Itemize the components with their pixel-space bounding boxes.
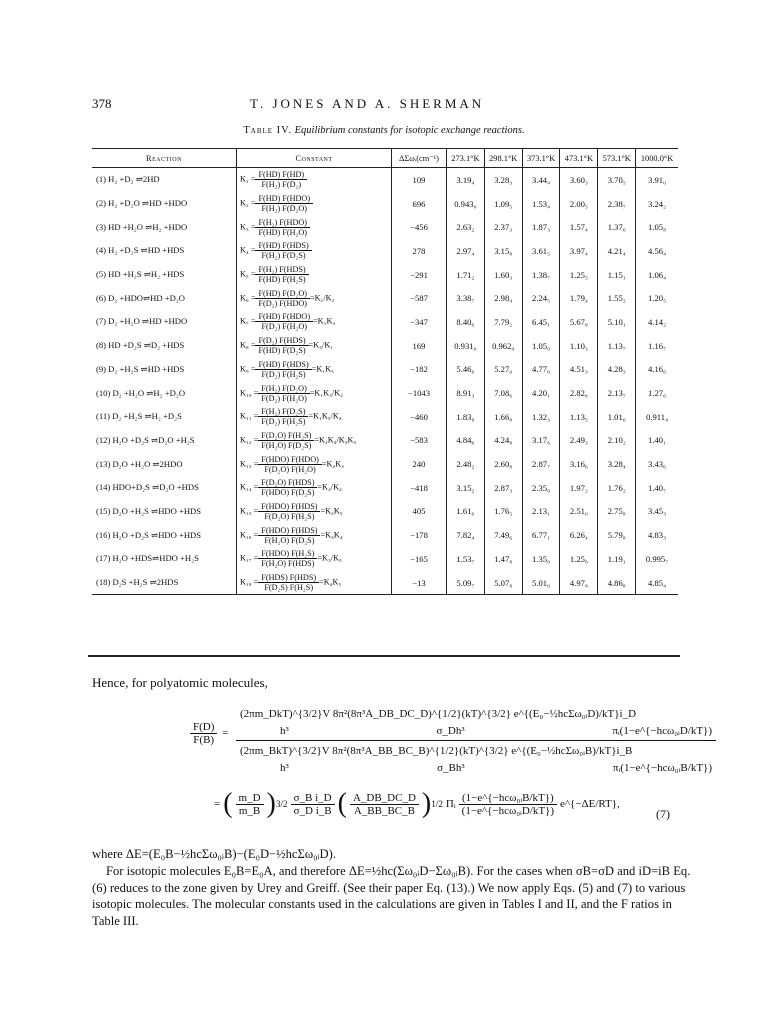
eq-main-rule (236, 740, 716, 741)
value-cell: 2.87₇ (522, 452, 560, 476)
value-cell: 1.40₁ (636, 429, 678, 453)
eq7-tail: e^{−ΔE/RT}, (560, 798, 620, 810)
constant-num: F(HD) F(HDO) (255, 312, 313, 322)
delta-cell: 240 (392, 452, 447, 476)
constant-den: F(H₂O) F(D₂S) (261, 440, 312, 450)
table-row (92, 381, 678, 405)
eq7-s: σ_B i_D (291, 792, 335, 805)
constant-relation: =K₄/K₁ (308, 340, 334, 350)
delta-cell: −178 (392, 523, 447, 547)
value-cell: 3.60₃ (560, 168, 598, 192)
value-cell: 2.00₅ (560, 192, 598, 216)
constant-num: F(HD) F(HD) (255, 170, 307, 180)
value-cell: 2.51₀ (560, 500, 598, 524)
constant-cell (237, 286, 392, 310)
para-isotopic: For isotopic molecules E₀B=E₀A, and therefore ΔE=½hc(Σω₀ᵢD−Σω₀ᵢB). For the cases when σB=σD and iD=iB Eq. (6) reduces to the zone given by Urey and Greiff. (See their paper Eq. (13).) We now apply Eqs. (5) and (7) to various isotopic molecules. The molecular constants used in the calculations are given in Tables I and II, and the F ratios in Table III. (92, 864, 691, 928)
value-cell: 1.06₄ (636, 263, 678, 287)
constant-symbol: K₁₃ = (240, 458, 259, 468)
value-cell: 1.19₁ (598, 547, 636, 571)
eq7-m: m_D (236, 792, 264, 805)
value-cell: 1.97₂ (560, 476, 598, 500)
value-cell: 4.51₃ (560, 358, 598, 382)
constant-den: F(H₂) F(D₂O) (261, 204, 307, 214)
value-cell: 0.995₇ (636, 547, 678, 571)
value-cell: 3.91₀ (636, 168, 678, 192)
constant-cell (237, 381, 392, 405)
eq-b-row2 (236, 759, 716, 776)
value-cell: 1.37₆ (598, 215, 636, 239)
value-cell: 4.56₄ (636, 239, 678, 263)
constant-num: F(H₂) F(D₂O) (258, 384, 310, 394)
reaction-cell: (6) D₂ +HDO⇌HD +D₂O (96, 292, 186, 303)
eq-b-row1 (236, 742, 716, 759)
constant-num: F(HDS) F(HDS) (258, 573, 319, 583)
eq-d1: (2πm_DkT)^{3/2}V 8π²(8π³A_DB_DC_D)^{1/2}(kT)^{3/2} e^{(E₀−½hcΣω₀ᵢD)/kT}i_D (240, 707, 637, 720)
constant-cell (237, 215, 392, 239)
constant-num: F(H₂) F(HDO) (255, 218, 310, 228)
value-cell: 1.05₀ (522, 334, 560, 358)
value-cell: 4.85₄ (636, 571, 678, 595)
value-cell: 4.84₆ (447, 429, 485, 453)
table-caption (0, 125, 768, 136)
constant-num: F(HDO) F(HDO) (258, 455, 322, 465)
constant-den: F(HDO) F(D₂S) (261, 488, 315, 498)
value-cell: 7.49₆ (484, 523, 522, 547)
constant-den: F(H₂) F(D₂) (261, 180, 302, 190)
eq-b1: (2πm_BkT)^{3/2}V 8π²(8π³A_BB_BC_B)^{1/2}(kT)^{3/2} e^{(E₀−½hcΣω₀ᵢB)/kT}i_B (240, 744, 633, 757)
header-t2: 298.1°K (484, 149, 522, 168)
delta-cell: 405 (392, 500, 447, 524)
eq-b2b: σ_Bh³ (437, 761, 465, 774)
delta-cell: −182 (392, 358, 447, 382)
value-cell: 1.53₄ (522, 192, 560, 216)
value-cell: 3.45₃ (636, 500, 678, 524)
value-cell: 3.70₅ (598, 168, 636, 192)
table-row (92, 476, 678, 500)
value-cell: 4.14₂ (636, 310, 678, 334)
constant-cell (237, 310, 392, 334)
constant-symbol: K₁₅ = (240, 506, 259, 516)
constant-num: F(HD) F(D₂O) (255, 289, 310, 299)
constant-den: F(H₂) F(D₂S) (261, 251, 306, 261)
value-cell: 1.32₃ (522, 405, 560, 429)
table-row (92, 215, 678, 239)
constant-relation: =K₁K₅/K₄ (308, 411, 342, 421)
constant-symbol: K₁₈ = (240, 577, 259, 587)
value-cell: 5.07₈ (484, 571, 522, 595)
delta-cell: −13 (392, 571, 447, 595)
value-cell: 1.25₈ (560, 547, 598, 571)
value-cell: 2.97₄ (447, 239, 485, 263)
constant-relation: =K₂K₃ (321, 458, 344, 468)
eq-d-row1 (236, 705, 716, 722)
value-cell: 3.24₂ (636, 192, 678, 216)
value-cell: 0.931₀ (447, 334, 485, 358)
reaction-cell: (17) H₂O +HDS⇌HDO +H₂S (96, 553, 199, 564)
value-cell: 2.10₂ (598, 429, 636, 453)
value-cell: 4.86₈ (598, 571, 636, 595)
constant-den: F(D₂) F(H₂O) (261, 393, 307, 403)
value-cell: 7.82₄ (447, 523, 485, 547)
value-cell: 1.05₈ (636, 215, 678, 239)
value-cell: 2.63₂ (447, 215, 485, 239)
value-cell: 0.911₄ (636, 405, 678, 429)
value-cell: 4.28₃ (598, 358, 636, 382)
value-cell: 4.21₄ (598, 239, 636, 263)
value-cell: 5.27₀ (484, 358, 522, 382)
table-row (92, 452, 678, 476)
value-cell: 3.43₆ (636, 452, 678, 476)
constant-num: F(D₂O) F(HDS) (258, 478, 317, 488)
eq-rhs (236, 705, 716, 776)
caption-label: Table IV. (243, 125, 293, 136)
equation-7: = ( m_D m_B ) 3/2 σ_B i_D σ_D i_B ( A_DB_DC_D A_BB_BC_B ) 1/2 Πᵢ (1−e^{−hcω₀ᵢB/kT}) (1−e^{−hcω₀ᵢD/kT}) e^{−ΔE/RT}, (214, 788, 620, 819)
para-hence: Hence, for polyatomic molecules, (92, 675, 268, 690)
constant-symbol: K₂ = (240, 198, 256, 208)
eq7-sb: σ_D i_B (293, 804, 332, 817)
constant-symbol: K₁₂ = (240, 435, 259, 445)
delta-cell: −583 (392, 429, 447, 453)
value-cell: 2.38₇ (598, 192, 636, 216)
table-row (92, 405, 678, 429)
reaction-cell: (13) D₂O +H₂O ⇌2HDO (96, 458, 183, 469)
header-t3: 373.1°K (522, 149, 560, 168)
eq7-e1: (1−e^{−hcω₀ᵢB/kT}) (459, 792, 557, 805)
value-cell: 1.53₇ (447, 547, 485, 571)
table-row (92, 263, 678, 287)
table-row (92, 571, 678, 595)
constant-cell (237, 263, 392, 287)
value-cell: 3.38₇ (447, 286, 485, 310)
reaction-cell: (7) D₂ +H₂O ⇌HD +HDO (96, 316, 188, 327)
table-row (92, 547, 678, 571)
eq-lhs-den: F(B) (193, 734, 215, 746)
value-cell: 4.20₁ (522, 381, 560, 405)
value-cell: 1.60₃ (484, 263, 522, 287)
value-cell: 7.08₆ (484, 381, 522, 405)
constant-relation: =K₁/K₂ (310, 293, 335, 303)
eq-lhs: $\frac{F(D)}{F(B)}$ = (190, 721, 228, 746)
delta-cell: 169 (392, 334, 447, 358)
value-cell: 2.35₆ (522, 476, 560, 500)
constant-num: F(H₂) F(HDS) (255, 265, 308, 275)
value-cell: 3.97₄ (560, 239, 598, 263)
eq7-pi: Πᵢ (445, 798, 456, 810)
value-cell: 5.46₆ (447, 358, 485, 382)
value-cell: 2.48₂ (447, 452, 485, 476)
constant-symbol: K₅ = (240, 269, 256, 279)
table-row (92, 500, 678, 524)
value-cell: 1.15₁ (598, 263, 636, 287)
value-cell: 2.87₃ (484, 476, 522, 500)
constant-relation: =K₁K₅ (311, 364, 334, 374)
constant-symbol: K₁₆ = (240, 530, 259, 540)
constant-relation: =K₄K₅ (319, 577, 342, 587)
reaction-cell: (1) H₂ +D₂ ⇌2HD (96, 174, 160, 185)
eq7-exp2: 1/2 (431, 799, 443, 809)
value-cell: 1.76₂ (598, 476, 636, 500)
reaction-cell: (10) D₂ +H₂O ⇌H₂ +D₂O (96, 387, 186, 398)
constant-cell (237, 571, 392, 595)
value-cell: 4.83₃ (636, 523, 678, 547)
constant-cell (237, 405, 392, 429)
constant-cell (237, 334, 392, 358)
constant-relation: =K₁K₃ (313, 316, 336, 326)
value-cell: 5.67₈ (560, 310, 598, 334)
table-row (92, 192, 678, 216)
value-cell: 1.47₈ (484, 547, 522, 571)
eq-d-row2 (236, 722, 716, 739)
equilibrium-table (92, 148, 678, 595)
constant-num: F(D₂) F(HDS) (255, 336, 308, 346)
value-cell: 1.76₅ (484, 500, 522, 524)
eq7-mb: m_B (238, 804, 261, 817)
constant-relation: =K₂K₄/K₃K₅ (314, 435, 357, 445)
eq-b2c: πᵢ(1−e^{−hcω₀ᵢB/kT}) (612, 761, 712, 774)
header-reaction: Reaction (92, 149, 237, 168)
reaction-cell: (14) HDO+D₂S ⇌D₂O +HDS (96, 482, 199, 493)
constant-den: F(D₂) F(H₂S) (261, 369, 306, 379)
constant-den: F(D₂O) F(H₂S) (264, 511, 315, 521)
value-cell: 2.60₈ (484, 452, 522, 476)
constant-cell (237, 358, 392, 382)
value-cell: 1.66₈ (484, 405, 522, 429)
header-constant: Constant (237, 149, 392, 168)
value-cell: 7.79₂ (484, 310, 522, 334)
constant-num: F(HDO) F(HDS) (258, 502, 320, 512)
constant-symbol: K₄ = (240, 245, 256, 255)
constant-den: F(D₂) F(HDO) (258, 298, 308, 308)
value-cell: 2.98₄ (484, 286, 522, 310)
constant-cell (237, 452, 392, 476)
value-cell: 3.19₄ (447, 168, 485, 192)
constant-symbol: K₁₄ = (240, 482, 259, 492)
table-row (92, 334, 678, 358)
delta-cell: −347 (392, 310, 447, 334)
value-cell: 2.13₁ (522, 500, 560, 524)
value-cell: 1.13₇ (598, 334, 636, 358)
value-cell: 2.37₃ (484, 215, 522, 239)
value-cell: 3.17₆ (522, 429, 560, 453)
reaction-cell: (2) H₂ +D₂O ⇌HD +HDO (96, 198, 188, 209)
constant-symbol: K₆ = (240, 293, 256, 303)
constant-relation: =K₄/K₂ (317, 482, 342, 492)
reaction-cell: (18) D₂S +H₂S ⇌2HDS (92, 571, 237, 595)
constant-num: F(HD) F(HDO) (255, 194, 313, 204)
header-t5: 573.1°K (598, 149, 636, 168)
eq7-e2: (1−e^{−hcω₀ᵢD/kT}) (461, 804, 554, 817)
constant-den: F(D₂) F(H₂O) (261, 322, 307, 332)
constant-den: F(HD) F(H₂S) (258, 275, 306, 285)
constant-num: F(HD) F(HDS) (255, 360, 311, 370)
eq7-exp: 3/2 (275, 799, 288, 809)
value-cell: 1.55₂ (598, 286, 636, 310)
value-cell: 4.97₈ (560, 571, 598, 595)
page-number: 378 (92, 96, 112, 111)
constant-relation: =K₃K₄ (320, 530, 343, 540)
table-row (92, 358, 678, 382)
constant-cell (237, 192, 392, 216)
eq-lhs-num: F(D) (190, 721, 217, 734)
delta-cell: 696 (392, 192, 447, 216)
table-row (92, 168, 678, 192)
constant-symbol: K₁₇ = (240, 553, 259, 563)
reaction-cell: (9) D₂ +H₂S ⇌HD +HDS (96, 363, 185, 374)
value-cell: 1.57₄ (560, 215, 598, 239)
value-cell: 1.20₅ (636, 286, 678, 310)
value-cell: 1.01₆ (598, 405, 636, 429)
value-cell: 3.28₃ (484, 168, 522, 192)
value-cell: 1.79₄ (560, 286, 598, 310)
delta-cell: −460 (392, 405, 447, 429)
constant-num: F(HD) F(HDS) (255, 241, 311, 251)
eq-d2c: πᵢ(1−e^{−hcω₀ᵢD/kT}) (612, 724, 712, 737)
constant-den: F(D₂S) F(H₂S) (264, 583, 314, 593)
delta-cell: −418 (392, 476, 447, 500)
value-cell: 8.91₃ (447, 381, 485, 405)
constant-cell (237, 168, 392, 192)
value-cell: 1.87₃ (522, 215, 560, 239)
reaction-cell: (12) H₂O +D₂S ⇌D₂O +H₂S (96, 434, 195, 445)
equation-number-7: (7) (656, 807, 670, 821)
constant-den: F(HD) F(D₂S) (258, 346, 306, 356)
value-cell: 4.16₆ (636, 358, 678, 382)
value-cell: 1.27₆ (636, 381, 678, 405)
eq-d2a: h³ (280, 724, 289, 737)
header-delta: ΔΣωᵢ(cm⁻¹) (392, 149, 447, 168)
constant-symbol: K₃ = (240, 222, 256, 232)
eq-d2b: σ_Dh³ (436, 724, 465, 737)
constant-symbol: K₁₁ = (240, 411, 259, 421)
constant-den: F(H₂O) F(HDS) (261, 559, 315, 569)
value-cell: 2.13₇ (598, 381, 636, 405)
table-row (92, 310, 678, 334)
eq7-ab: A_BB_BC_B (353, 804, 415, 817)
constant-symbol: K₁ = (240, 174, 256, 184)
constant-symbol: K₈ = (240, 340, 256, 350)
reaction-cell: (11) D₂ +H₂S ⇌H₂ +D₂S (96, 411, 182, 422)
constant-symbol: K₉ = (240, 364, 256, 374)
header-t1: 273.1°K (447, 149, 485, 168)
value-cell: 2.49₃ (560, 429, 598, 453)
table-row (92, 286, 678, 310)
reaction-cell: (5) HD +H₂S ⇌H₂ +HDS (96, 269, 185, 280)
value-cell: 3.16₆ (560, 452, 598, 476)
value-cell: 0.962₀ (484, 334, 522, 358)
value-cell: 3.15₂ (447, 476, 485, 500)
value-cell: 5.09₇ (447, 571, 485, 595)
constant-den: F(D₂) F(H₂S) (261, 417, 306, 427)
value-cell: 1.40₇ (636, 476, 678, 500)
delta-cell: −456 (392, 215, 447, 239)
reaction-cell: (15) D₂O +H₂S ⇌HDO +HDS (96, 505, 202, 516)
constant-relation: =K₁K₃/K₂ (309, 387, 344, 397)
constant-num: F(D₂O) F(H₂S) (258, 431, 314, 441)
delta-cell: −165 (392, 547, 447, 571)
constant-cell (237, 547, 392, 571)
value-cell: 5.01₆ (522, 571, 560, 595)
running-head: T. JONES AND A. SHERMAN (250, 96, 485, 111)
value-cell: 1.61₆ (447, 500, 485, 524)
table-row (92, 429, 678, 453)
constant-num: F(HDO) F(HDS) (258, 526, 320, 536)
constant-symbol: K₇ = (240, 316, 256, 326)
value-cell: 6.26₄ (560, 523, 598, 547)
delta-cell: 109 (392, 168, 447, 192)
value-cell: 2.75₈ (598, 500, 636, 524)
constant-cell (237, 523, 392, 547)
table-bottom-rule (88, 655, 680, 657)
value-cell: 2.24₅ (522, 286, 560, 310)
reaction-cell: (3) HD +H₂O ⇌H₂ +HDO (96, 221, 188, 232)
value-cell: 1.10₃ (560, 334, 598, 358)
value-cell: 3.61₅ (522, 239, 560, 263)
value-cell: 1.38₇ (522, 263, 560, 287)
value-cell: 5.10₁ (598, 310, 636, 334)
eq-b2a: h³ (280, 761, 289, 774)
where-line: where ΔE=(E₀B−½hcΣω₀ᵢB)−(E₀D−½hcΣω₀ᵢD). (92, 847, 336, 861)
value-cell: 6.77₁ (522, 523, 560, 547)
delta-cell: −291 (392, 263, 447, 287)
constant-den: F(HD) F(H₂O) (258, 227, 308, 237)
value-cell: 3.28₄ (598, 452, 636, 476)
value-cell: 3.44₄ (522, 168, 560, 192)
value-cell: 4.77₆ (522, 358, 560, 382)
value-cell: 3.15₈ (484, 239, 522, 263)
header-t4: 473.1°K (560, 149, 598, 168)
constant-symbol: K₁₀ = (240, 387, 259, 397)
value-cell: 2.82₈ (560, 381, 598, 405)
value-cell: 0.943₀ (447, 192, 485, 216)
table-row (92, 239, 678, 263)
delta-cell: 278 (392, 239, 447, 263)
constant-cell (237, 239, 392, 263)
value-cell: 5.79₈ (598, 523, 636, 547)
delta-cell: −587 (392, 286, 447, 310)
reaction-cell: (8) HD +D₂S ⇌D₂ +HDS (96, 340, 185, 351)
constant-cell (237, 476, 392, 500)
constant-relation: =K₃/K₅ (317, 553, 342, 563)
value-cell: 4.24₈ (484, 429, 522, 453)
constant-den: F(D₂O) F(H₂O) (264, 464, 316, 474)
value-cell: 8.40₆ (447, 310, 485, 334)
value-cell: 6.45₁ (522, 310, 560, 334)
value-cell: 1.16₇ (636, 334, 678, 358)
value-cell: 1.09₅ (484, 192, 522, 216)
delta-cell: −1043 (392, 381, 447, 405)
value-cell: 1.13₅ (560, 405, 598, 429)
value-cell: 1.71₂ (447, 263, 485, 287)
reaction-cell: (16) H₂O +D₂S ⇌HDO +HDS (96, 529, 202, 540)
constant-num: F(H₂) F(D₂S) (258, 407, 308, 417)
table-header-row (92, 149, 678, 168)
constant-num: F(HDO) F(H₂S) (258, 549, 317, 559)
value-cell: 1.25₃ (560, 263, 598, 287)
constant-cell (237, 429, 392, 453)
value-cell: 1.35₀ (522, 547, 560, 571)
constant-den: F(H₂O) F(D₂S) (264, 535, 315, 545)
caption-title: Equilibrium constants for isotopic exchange reactions. (294, 125, 525, 136)
reaction-cell: (4) H₂ +D₂S ⇌HD +HDS (96, 245, 185, 256)
header-t6: 1000.0°K (636, 149, 678, 168)
constant-cell (237, 500, 392, 524)
table-row (92, 523, 678, 547)
constant-relation: =K₂K₅ (320, 506, 343, 516)
eq7-a: A_DB_DC_D (350, 792, 419, 805)
value-cell: 1.83₈ (447, 405, 485, 429)
